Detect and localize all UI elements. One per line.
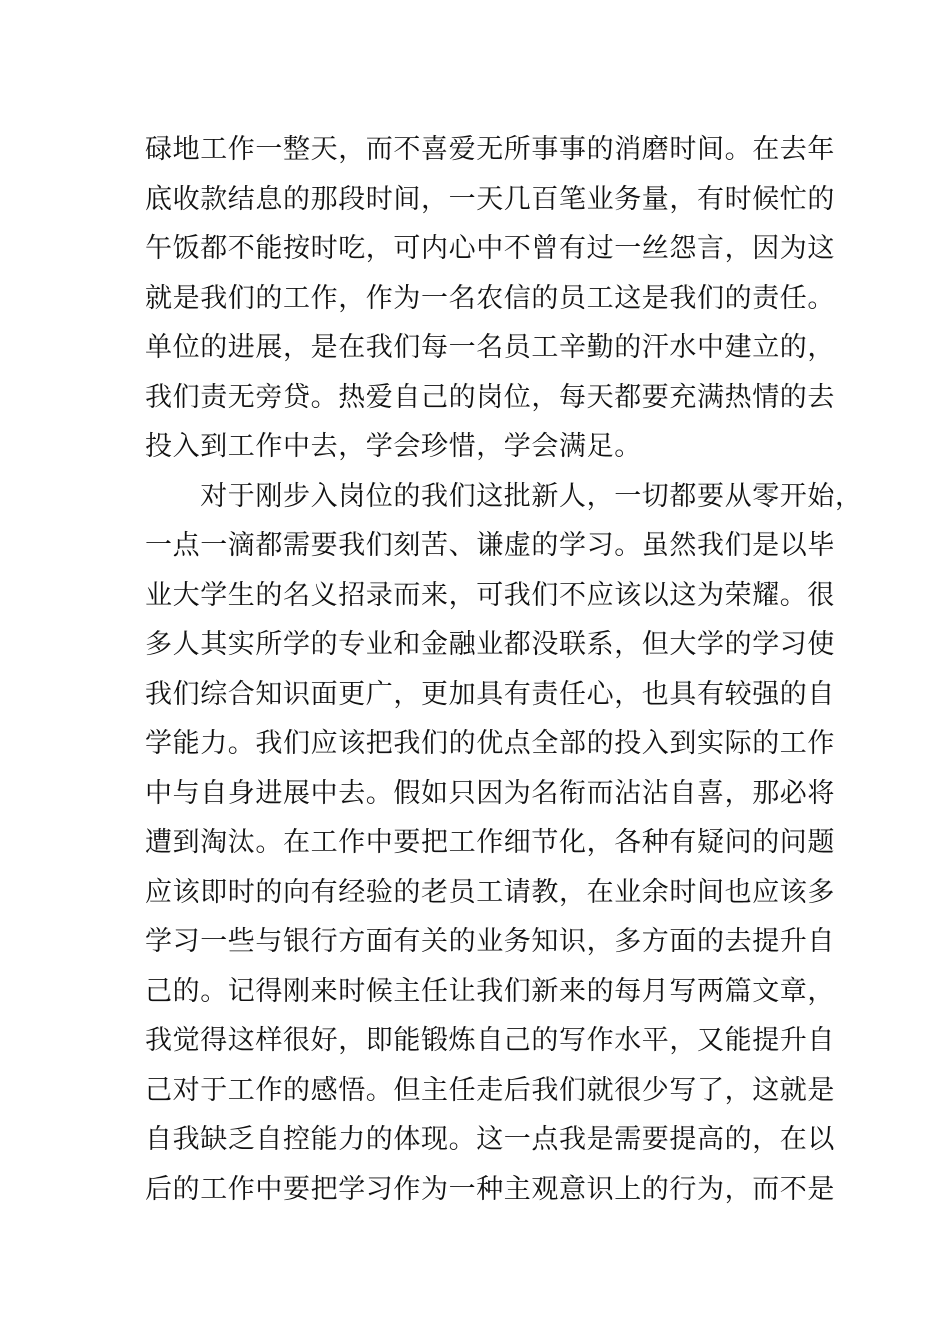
text-line: 就是我们的工作，作为一名农信的员工这是我们的责任。 bbox=[145, 282, 835, 314]
document-body bbox=[145, 125, 863, 1214]
text-line: 午饭都不能按时吃，可内心中不曾有过一丝怨言，因为这 bbox=[145, 233, 835, 264]
text-line: 单位的进展，是在我们每一名员工辛勤的汗水中建立的， bbox=[145, 332, 835, 363]
text-line: 中与自身进展中去。假如只因为名衔而沾沾自喜，那必将 bbox=[145, 777, 835, 809]
text-line: 我觉得这样很好，即能锻炼自己的写作水平，又能提升自 bbox=[145, 1025, 835, 1056]
text-line: 我们综合知识面更广，更加具有责任心，也具有较强的自 bbox=[145, 678, 835, 710]
paragraph-start-line: 对于刚步入岗位的我们这批新人，一切都要从零开始， bbox=[145, 480, 863, 512]
text-line: 多人其实所学的专业和金融业都没联系，但大学的学习使 bbox=[145, 629, 835, 660]
text-line: 投入到工作中去，学会珍惜，学会满足。 bbox=[145, 431, 642, 462]
text-line: 业大学生的名义招录而来，可我们不应该以这为荣耀。很 bbox=[145, 579, 835, 611]
text-line: 我们责无旁贷。热爱自己的岗位，每天都要充满热情的去 bbox=[145, 381, 835, 413]
text-line: 己的。记得刚来时候主任让我们新来的每月写两篇文章， bbox=[145, 975, 835, 1007]
text-line: 底收款结息的那段时间，一天几百笔业务量，有时候忙的 bbox=[145, 183, 835, 215]
text-line: 己对于工作的感悟。但主任走后我们就很少写了，这就是 bbox=[145, 1074, 835, 1106]
text-line: 后的工作中要把学习作为一种主观意识上的行为，而不是 bbox=[145, 1173, 835, 1205]
text-line: 碌地工作一整天，而不喜爱无所事事的消磨时间。在去年 bbox=[145, 134, 835, 165]
text-line: 自我缺乏自控能力的体现。这一点我是需要提高的，在以 bbox=[145, 1124, 835, 1155]
text-line: 应该即时的向有经验的老员工请教，在业余时间也应该多 bbox=[145, 876, 835, 908]
text-line: 学能力。我们应该把我们的优点全部的投入到实际的工作 bbox=[145, 728, 835, 759]
text-line: 遭到淘汰。在工作中要把工作细节化，各种有疑问的问题 bbox=[145, 827, 835, 858]
text-line: 学习一些与银行方面有关的业务知识，多方面的去提升自 bbox=[145, 926, 835, 957]
text-line: 一点一滴都需要我们刻苦、谦虚的学习。虽然我们是以毕 bbox=[145, 530, 835, 561]
